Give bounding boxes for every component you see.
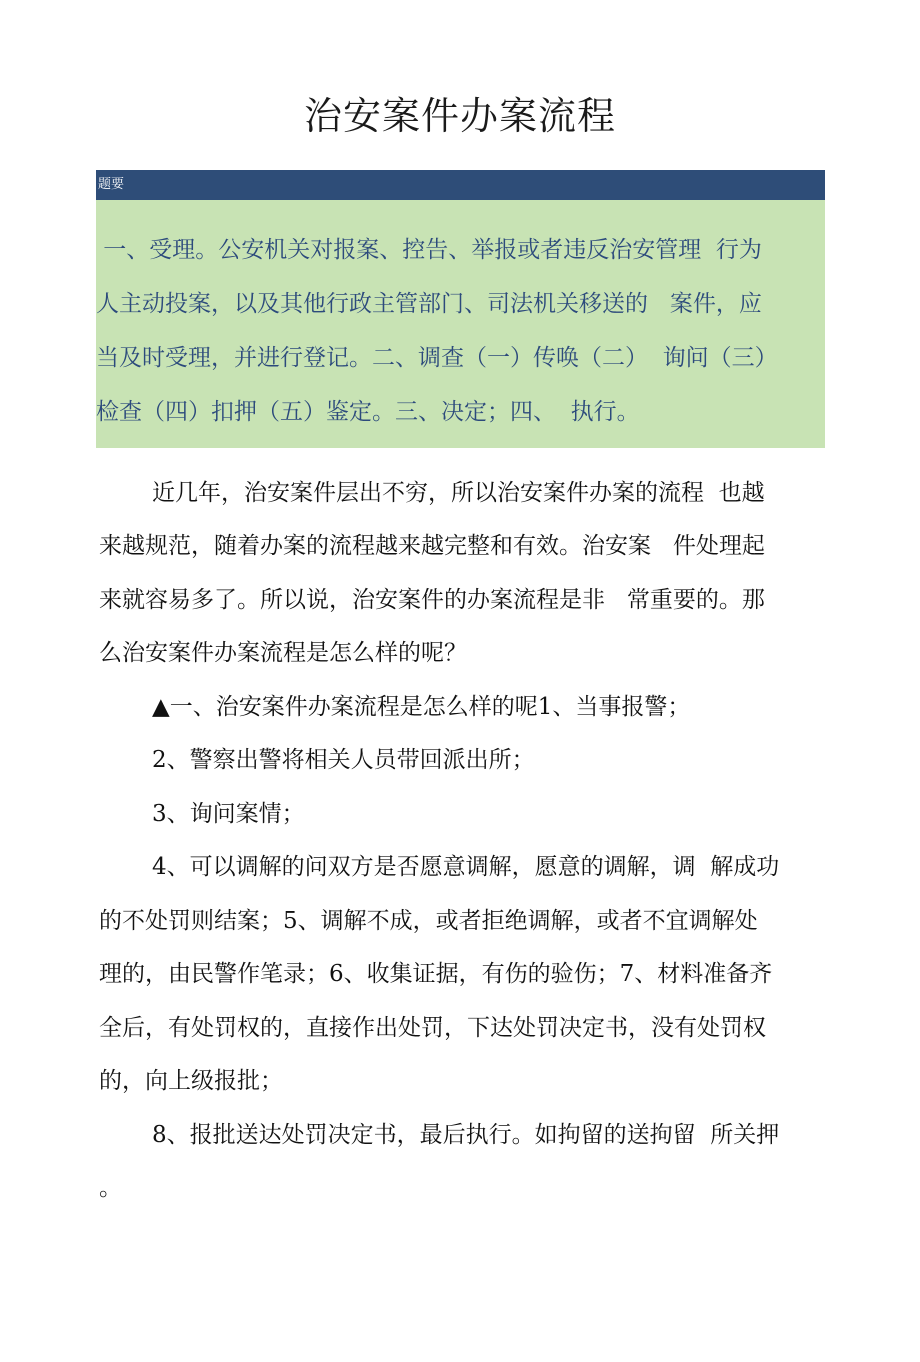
body-paragraph-line: 全后，有处罚权的，直接作出处罚，下达处罚决定书，没有处罚权	[99, 1015, 766, 1041]
summary-box	[96, 200, 825, 448]
summary-header	[96, 170, 825, 200]
summary-line: 当及时受理，并进行登记。二、调查（一）传唤（二） 询问（三）	[96, 345, 778, 371]
body-paragraph-line: 理的，由民警作笔录；6、收集证据，有伤的验伤；7、材料准备齐	[99, 961, 773, 987]
document-title: 治安案件办案流程	[303, 94, 616, 138]
body-paragraph-line: ▲一、治安案件办案流程是怎么样的呢1、当事报警；	[152, 694, 691, 720]
body-paragraph-line: 么治安案件办案流程是怎么样的呢？	[99, 640, 467, 666]
summary-header-label: 题要	[98, 177, 125, 192]
body-paragraph-line: 的不处罚则结案；5、调解不成，或者拒绝调解，或者不宜调解处	[99, 908, 758, 934]
body-paragraph-line: 来就容易多了。所以说，治安案件的办案流程是非 常重要的。那	[99, 587, 765, 613]
summary-line: 人主动投案，以及其他行政主管部门、司法机关移送的 案件，应	[96, 291, 762, 317]
body-paragraph-line: 的，向上级报批；	[99, 1068, 283, 1094]
body-paragraph-line: 3、询问案情；	[152, 801, 305, 827]
body-paragraph-line: 2、警察出警将相关人员带回派出所；	[152, 747, 535, 773]
body-paragraph-line: 近几年，治安案件层出不穷，所以治安案件办案的流程 也越	[152, 480, 765, 506]
body-paragraph-line: 来越规范，随着办案的流程越来越完整和有效。治安案 件处理起	[99, 533, 765, 559]
body-paragraph-line: 。	[99, 1175, 122, 1201]
summary-line: 检查（四）扣押（五）鉴定。三、决定；四、 执行。	[96, 399, 640, 425]
body-paragraph-line: 8、报批送达处罚决定书，最后执行。如拘留的送拘留 所关押	[152, 1122, 780, 1148]
body-paragraph-line: 4、可以调解的问双方是否愿意调解，愿意的调解，调 解成功	[152, 854, 780, 880]
summary-line: 一、受理。公安机关对报案、控告、举报或者违反治安管理 行为	[96, 237, 762, 263]
